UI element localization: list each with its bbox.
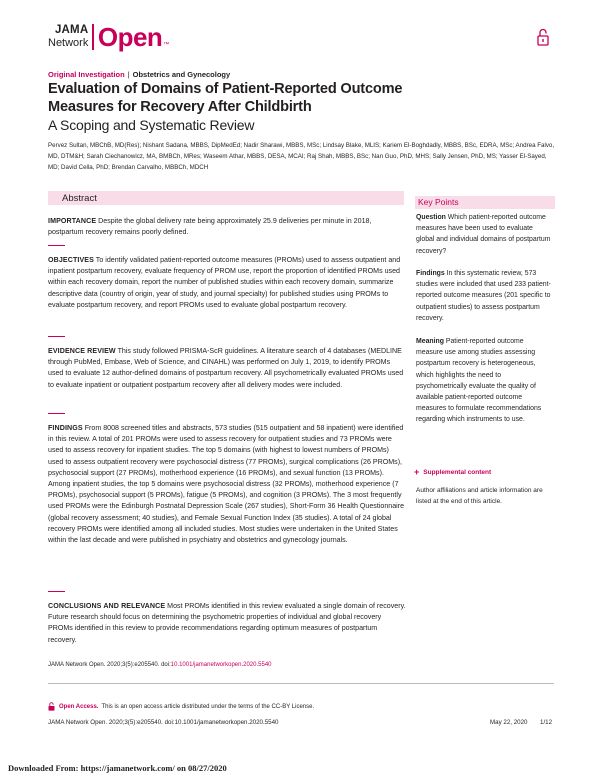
findings-label: FINDINGS xyxy=(48,424,83,432)
footer-divider xyxy=(48,683,554,684)
footer-date: May 22, 2020 xyxy=(490,719,528,726)
question-label: Question xyxy=(416,214,446,221)
findings-text: From 8008 screened titles and abstracts, 573 studies (515 outpatient and 58 inpatient) were identified in this review. A total of 201 PROMs were used to assess recovery for outpatient studies and 73 PROMs were used to assess recovery for inpatient studies. The top 5 domains (with highest to lowest numbers of PROMs) used to assess outpatient recovery were psychosocial distress (77 PROMs), surgical complications (26 PROMs), psychosocial support (27 PROMs), motherhood experience (16 PROMs), and sexual function (13 PROMs). Among inpatient studies, the top 5 domains were psychosocial distress (32 PROMs), motherhood experience (7 PROMs), psychosocial support (5 PROMs), fatigue (5 PROMs), and cognition (3 PROMs). The 3 most frequently used PROMs were the Edinburgh Postnatal Depression Scale (267 studies), Short-Form 36 Health Questionnaire (global recovery assessment; 40 studies), and Female Sexual Function Index (35 studies). A total of 24 global recovery PROMs were identified among all included studies. Most studies were undertaken in the United States within the last decade and were published in psychiatry and obstetrics and gynecology journals. xyxy=(48,424,405,545)
key-point-meaning xyxy=(416,336,552,426)
citation-line xyxy=(48,662,272,668)
kicker-separator: | xyxy=(127,70,130,79)
open-access-label[interactable]: Open Access. xyxy=(59,703,99,710)
author-affiliations-note: Author affiliations and article information are listed at the end of this article. xyxy=(416,487,543,506)
plus-icon: + xyxy=(414,467,420,477)
evidence-text: This study followed PRISMA-ScR guidelines. A literature search of 4 databases (MEDLINE through PubMed, Embase, Web of Science, and CINAHL) was performed on July 1, 2019, to identify PROMs used to evaluate 12 author-defined domains of postpartum recovery. All psychometrically evaluated PROMs used to evaluate inpatient or outpatient postpartum recovery after all delivery modes were included. xyxy=(48,347,404,389)
question-text: Which patient-reported outcome measures have been used to evaluate global and individual domains of postpartum recovery? xyxy=(416,214,551,255)
abstract-evidence-review xyxy=(48,346,406,391)
section-rule xyxy=(48,245,65,246)
conclusions-label: CONCLUSIONS AND RELEVANCE xyxy=(48,602,166,610)
section-rule xyxy=(48,591,65,592)
logo-open: Open xyxy=(97,21,163,52)
evidence-label: EVIDENCE REVIEW xyxy=(48,347,116,355)
key-points-heading-bar xyxy=(415,196,555,209)
footer-page-number: 1/12 xyxy=(540,719,553,726)
author-list: Pervez Sultan, MBChB, MD(Res); Nishant Sadana, MBBS, DipMedEd; Nadir Sharawi, MBBS, MSc; Lindsay Blake, MLIS; Kariem El-Boghdadly, MBBS, BSc, EDRA, MSc; Andrea Falvo, MD, DTM&H; Sarah Ciechanowicz, MA, BMBCh, MRes; Waseem Athar, MBBS, DESA, MCAI; Raj Shah, MBBS, BSc; Nan Guo, PhD, MHS; Sally Jensen, PhD, MS; Yasser El-Sayed, MD; David Cella, PhD; Brendan Carvalho, MBBCh, MDCH xyxy=(48,142,555,171)
logo-jama: JAMA xyxy=(54,24,89,37)
download-notice: Downloaded From: https://jamanetwork.com/ on 08/27/2020 xyxy=(8,763,227,773)
abstract-findings xyxy=(48,423,406,546)
meaning-label: Meaning xyxy=(416,338,444,345)
objectives-text: To identify validated patient-reported outcome measures (PROMs) used to assess outpatient and inpatient postpartum recovery, evaluate frequency of PROM use, report the proportion of identified PROMs used within each recovery domain, report the number of published studies within each recovery domain, summarize descriptive data (country of origin, year of study, and journal specialty) for published studies using PROMs to evaluate postpartum recovery, and report PROMs used to evaluate global postpartum recovery. xyxy=(48,256,401,309)
article-subtitle: A Scoping and Systematic Review xyxy=(48,117,255,133)
meaning-text: Patient-reported outcome measure use among studies assessing postpartum recovery is heterogeneous, which highlights the need to psychometrically evaluate the quality of available patient-reported outcome measures to formulate recommendations regarding which instruments to use. xyxy=(416,338,542,424)
footer-journal-line: JAMA Network Open. 2020;3(5):e205540. doi:10.1001/jamanetworkopen.2020.5540 xyxy=(48,719,279,726)
doi-link[interactable]: 10.1001/jamanetworkopen.2020.5540 xyxy=(170,662,272,668)
objectives-label: OBJECTIVES xyxy=(48,256,94,264)
abstract-heading: Abstract xyxy=(62,193,97,204)
abstract-objectives xyxy=(48,255,406,311)
lock-open-icon xyxy=(48,702,55,711)
section-rule xyxy=(48,413,65,414)
topic-label[interactable]: Obstetrics and Gynecology xyxy=(132,70,231,79)
lock-open-icon xyxy=(537,28,549,46)
citation-prefix: JAMA Network Open. 2020;3(5):e205540. doi: xyxy=(48,662,171,668)
article-kicker xyxy=(48,70,230,79)
kp-findings-text: In this systematic review, 573 studies were included that used 233 patient-reported outcome measures (201 specific to outpatient studies) to assess postpartum recovery. xyxy=(416,270,551,322)
section-rule xyxy=(48,336,65,337)
open-access-notice xyxy=(48,702,314,711)
importance-label: IMPORTANCE xyxy=(48,217,97,225)
logo-divider xyxy=(92,24,94,50)
conclusions-text: Most PROMs identified in this review evaluated a single domain of recovery. Future research should focus on determining the psychometric properties of individual and global recovery PROMs identified in this review to provide recommendations regarding optimum measures of postpartum recovery. xyxy=(48,602,406,644)
article-title: Evaluation of Domains of Patient-Reported Outcome Measures for Recovery After Childbirth xyxy=(48,81,403,115)
logo-network: Network xyxy=(48,36,89,49)
supplemental-label: Supplemental content xyxy=(423,468,492,476)
journal-logo xyxy=(48,22,169,52)
key-points-heading: Key Points xyxy=(418,197,459,207)
supplemental-content-link[interactable] xyxy=(414,467,491,477)
logo-wordmark xyxy=(48,25,92,49)
kp-findings-label: Findings xyxy=(416,270,445,277)
key-point-findings xyxy=(416,268,552,324)
section-label[interactable]: Original Investigation xyxy=(48,70,125,79)
key-point-question xyxy=(416,212,552,257)
importance-text: Despite the global delivery rate being approximately 25.9 deliveries per minute in 2018, postpartum recovery remains poorly defined. xyxy=(48,217,372,237)
abstract-importance xyxy=(48,216,406,238)
abstract-conclusions xyxy=(48,601,406,646)
abstract-heading-bar xyxy=(48,191,404,205)
open-access-text: This is an open access article distributed under the terms of the CC-BY License. xyxy=(101,703,315,710)
logo-trademark: ™ xyxy=(163,42,170,48)
